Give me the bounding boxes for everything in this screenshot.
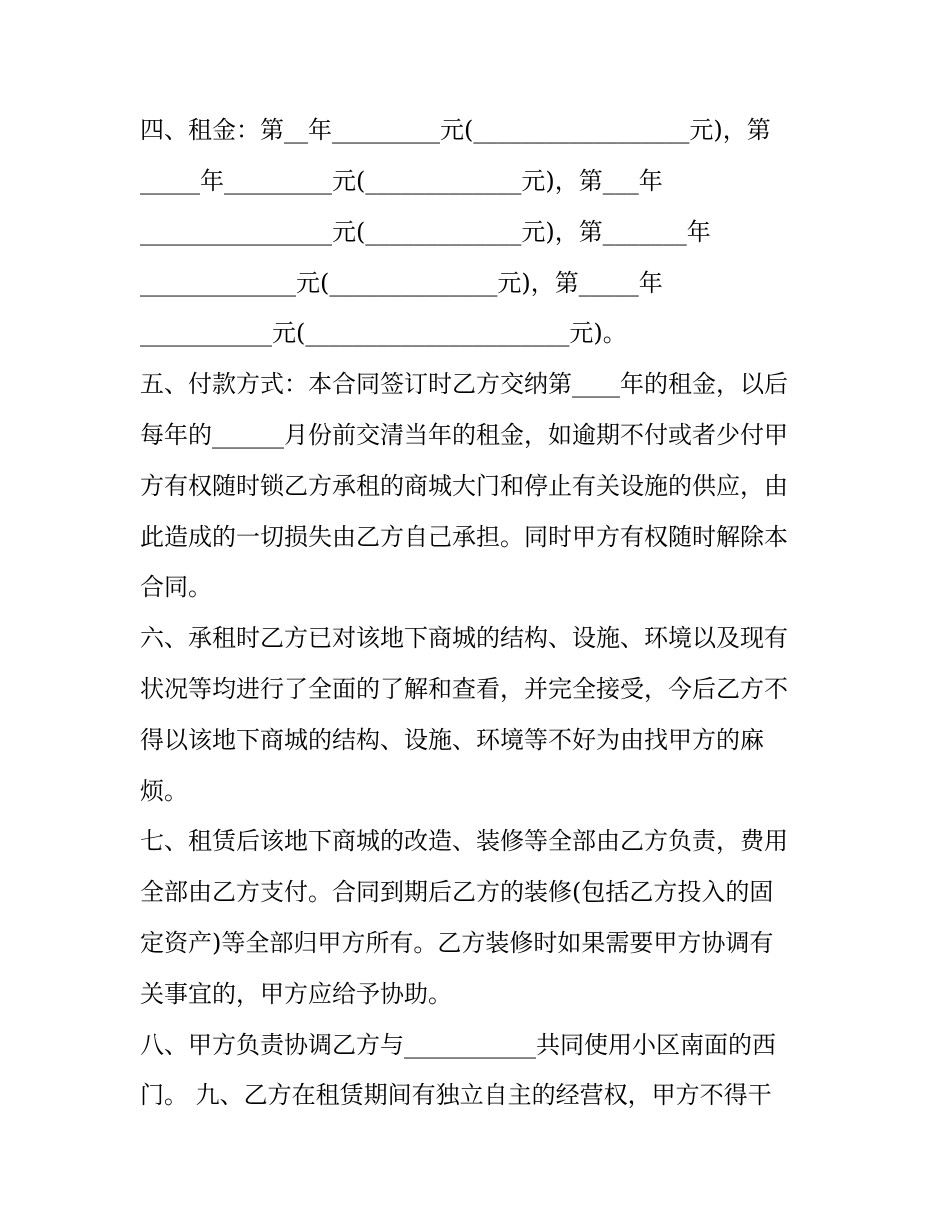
clause-5-payment-line-4: 此造成的一切损失由乙方自己承担。同时甲方有权随时解除本 <box>140 523 788 551</box>
clause-4-rent-line-3: ________________元(_____________元)，第_______年 <box>140 218 711 246</box>
clause-6-line-2: 状况等均进行了全面的了解和查看，并完全接受，今后乙方不 <box>140 675 788 703</box>
clause-4-rent-line-1: 四、租金：第__年_________元(__________________元)，第 <box>140 116 771 144</box>
clause-7-line-2: 全部由乙方支付。合同到期后乙方的装修(包括乙方投入的固 <box>140 878 774 906</box>
clause-6-line-3: 得以该地下商城的结构、设施、环境等不好为由找甲方的麻 <box>140 726 764 754</box>
clause-5-payment-line-3: 方有权随时锁乙方承租的商城大门和停止有关设施的供应，由 <box>140 472 788 500</box>
clause-8-line-1: 八、甲方负责协调乙方与___________共同使用小区南面的西 <box>140 1031 776 1059</box>
clause-7-line-1: 七、租赁后该地下商城的改造、装修等全部由乙方负责，费用 <box>140 827 788 855</box>
clause-4-rent-line-5: ___________元(______________________元)。 <box>140 319 627 347</box>
clause-4-rent-line-2: _____年_________元(_____________元)，第___年 <box>140 167 663 195</box>
clause-7-line-3: 定资产)等全部归甲方所有。乙方装修时如果需要甲方协调有 <box>140 929 774 957</box>
clause-5-payment-line-2: 每年的______月份前交清当年的租金，如逾期不付或者少付甲 <box>140 421 788 449</box>
clause-7-line-4: 关事宜的，甲方应给予协助。 <box>140 980 452 1008</box>
clause-6-line-1: 六、承租时乙方已对该地下商城的结构、设施、环境以及现有 <box>140 624 788 652</box>
clause-4-rent-line-4: _____________元(______________元)，第_____年 <box>140 269 663 297</box>
clause-5-payment-line-1: 五、付款方式：本合同签订时乙方交纳第____年的租金，以后 <box>140 370 788 398</box>
clause-8-9-line-2: 门。 九、乙方在租赁期间有独立自主的经营权，甲方不得干 <box>140 1081 772 1109</box>
clause-5-payment-line-5: 合同。 <box>140 573 212 601</box>
clause-6-line-4: 烦。 <box>140 777 188 805</box>
